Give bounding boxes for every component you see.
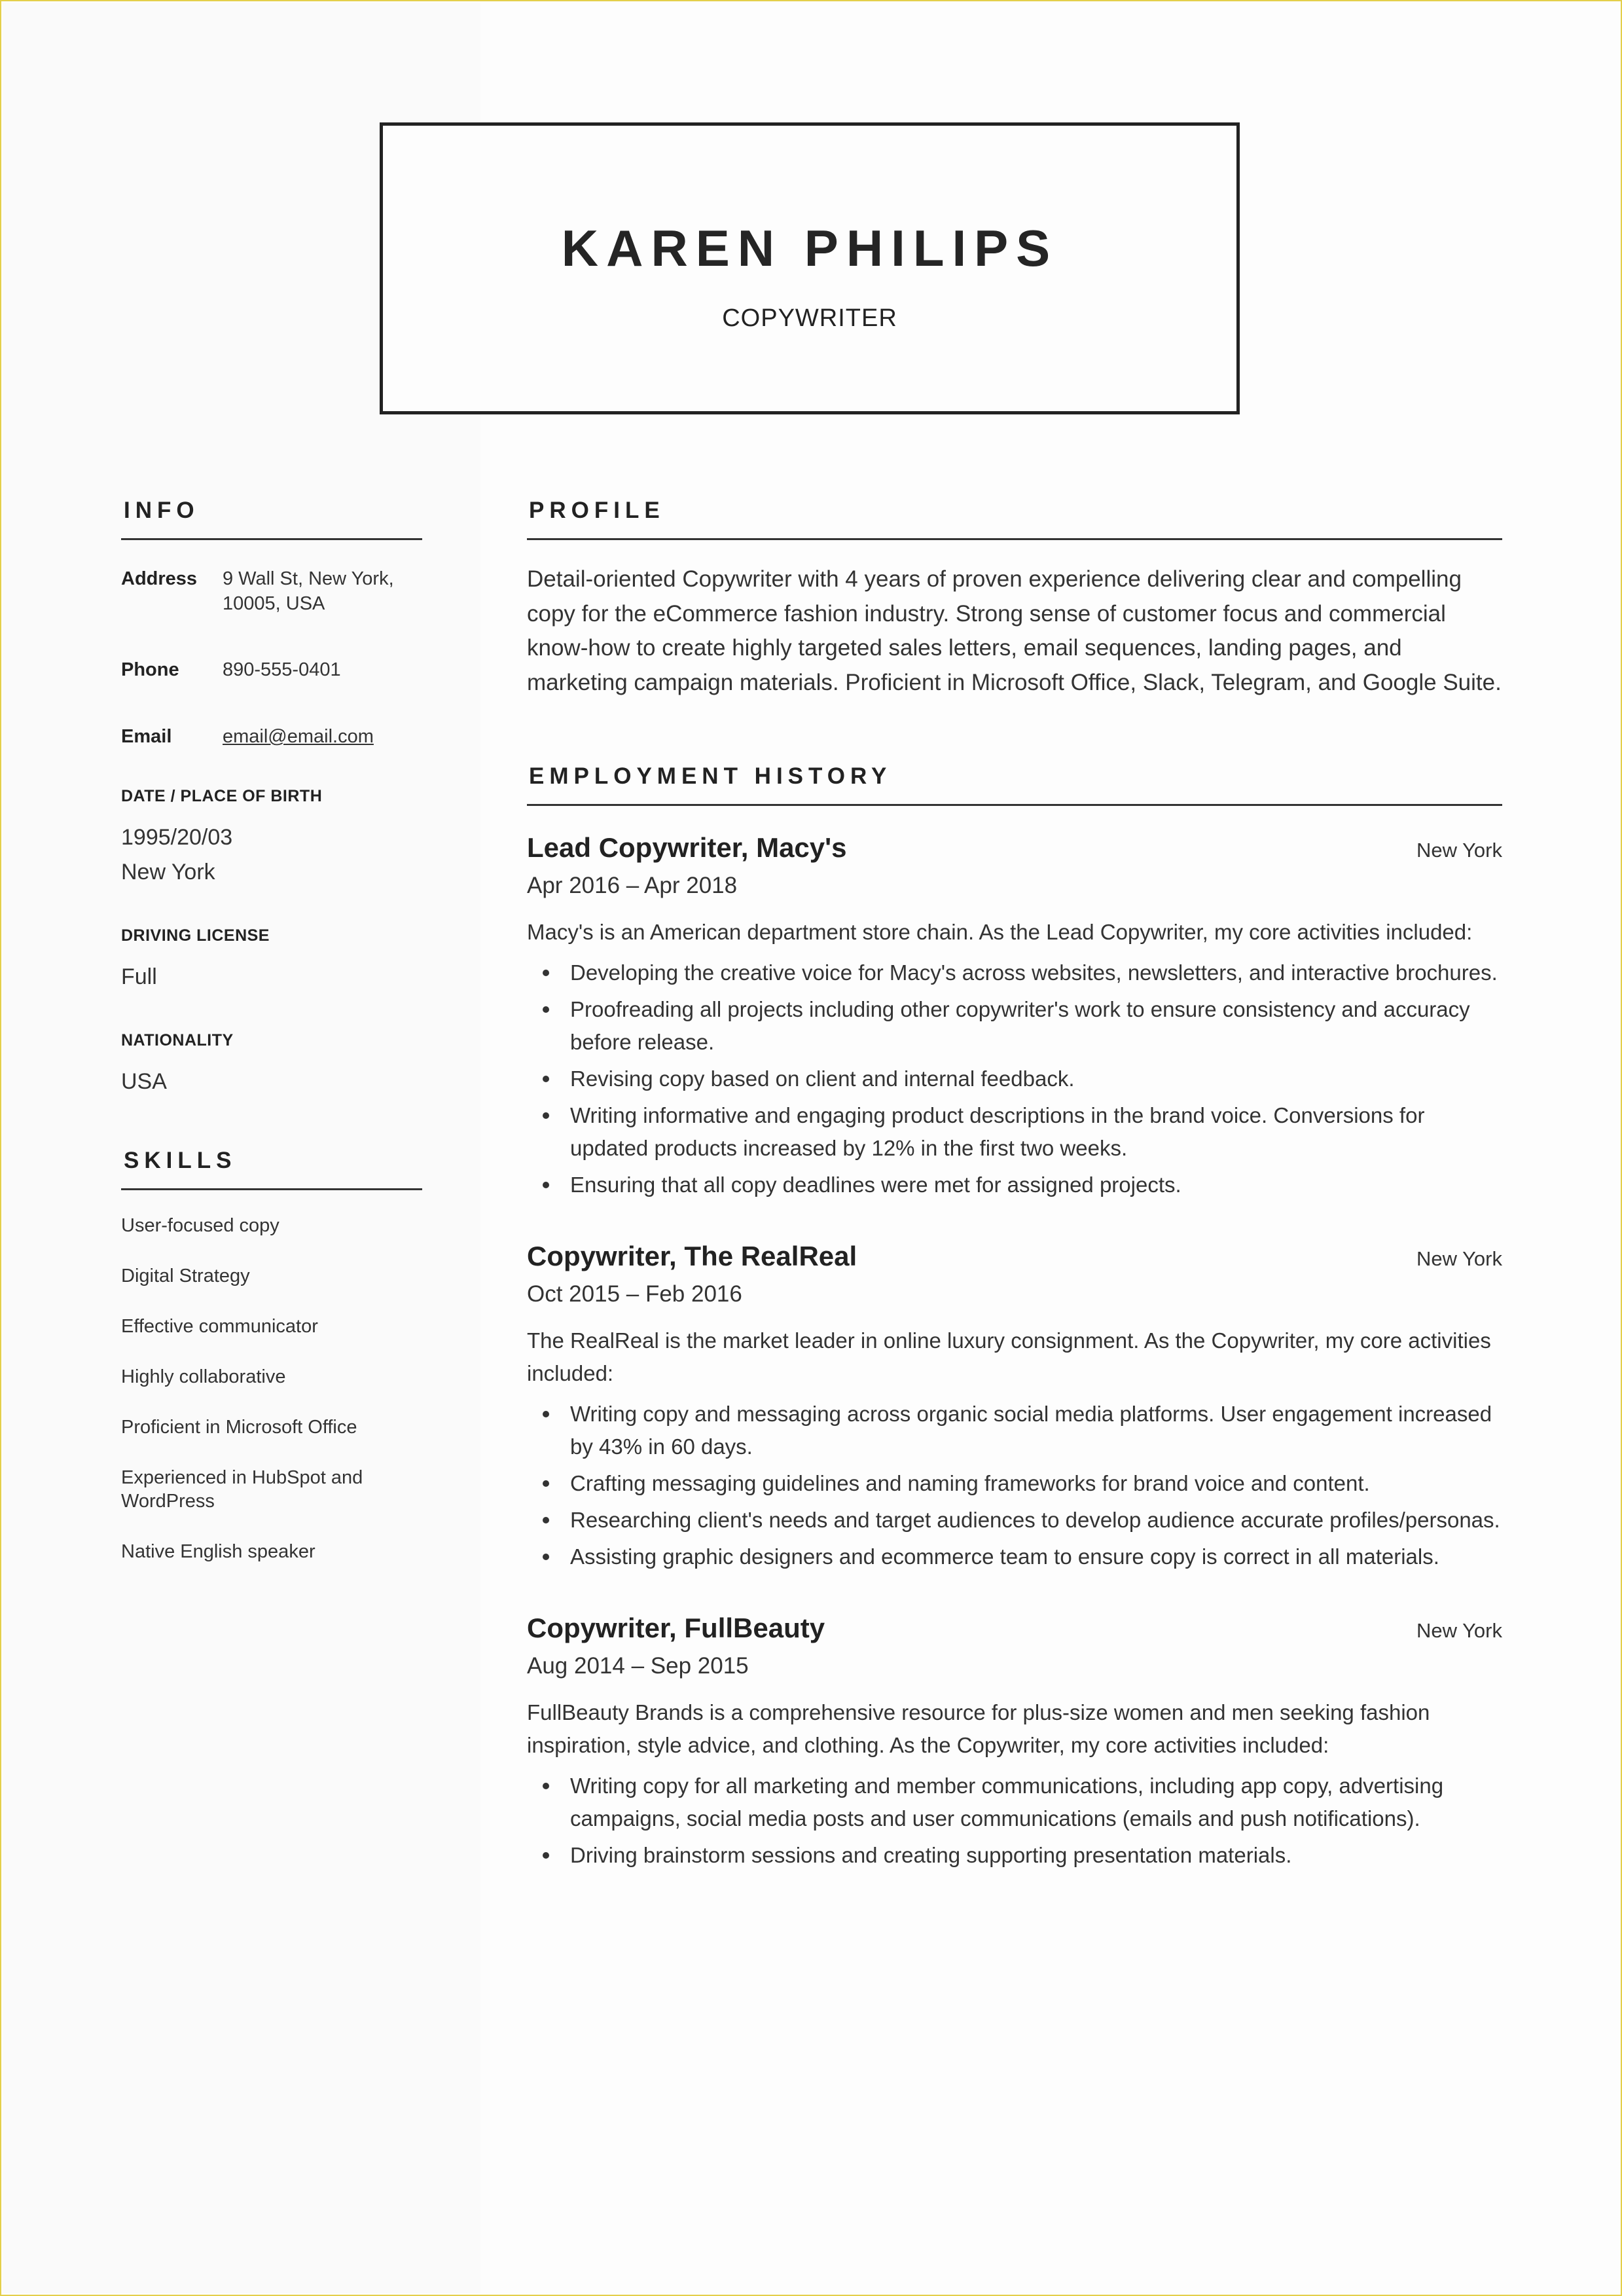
bullet-item: Researching client's needs and target audiences to develop audience accurate profiles/personas. bbox=[527, 1504, 1502, 1537]
profile-heading: PROFILE bbox=[527, 498, 1502, 540]
job-location: New York bbox=[1416, 1247, 1502, 1270]
job-location: New York bbox=[1416, 839, 1502, 862]
job-dates: Oct 2015 – Feb 2016 bbox=[527, 1281, 742, 1307]
birth-place: New York bbox=[121, 860, 215, 884]
birth-label: DATE / PLACE OF BIRTH bbox=[121, 787, 323, 805]
job-bullets bbox=[527, 1398, 1502, 1573]
main-content bbox=[527, 498, 1502, 1872]
nationality-label: NATIONALITY bbox=[121, 1031, 234, 1049]
info-block bbox=[121, 566, 422, 1099]
email-link[interactable]: email@email.com bbox=[223, 726, 374, 747]
address-line1: 9 Wall St, New York, bbox=[223, 568, 394, 589]
job-description: Macy's is an American department store chain. As the Lead Copywriter, my core activities included: bbox=[527, 920, 1473, 944]
phone-value: 890-555-0401 bbox=[223, 659, 341, 680]
address-value bbox=[223, 566, 394, 616]
bullet-item: Writing copy for all marketing and member communications, including app copy, advertising campaigns, social media posts and user communications (emails and push notifications). bbox=[527, 1770, 1502, 1835]
skills-heading: SKILLS bbox=[121, 1148, 422, 1190]
job-location: New York bbox=[1416, 1619, 1502, 1642]
bullet-item: Writing informative and engaging product descriptions in the brand voice. Conversions for updated products increased by 12% in the first two weeks. bbox=[527, 1099, 1502, 1165]
bullet-item: Proofreading all projects including other copywriter's work to ensure consistency and accuracy before release. bbox=[527, 993, 1502, 1059]
bullet-item: Driving brainstorm sessions and creating supporting presentation materials. bbox=[527, 1839, 1502, 1872]
bullet-item: Revising copy based on client and internal feedback. bbox=[527, 1063, 1502, 1095]
skills-list bbox=[121, 1214, 422, 1563]
employment-heading: EMPLOYMENT HISTORY bbox=[527, 763, 1502, 806]
job-header bbox=[527, 1241, 1502, 1272]
phone-row bbox=[121, 657, 422, 682]
job-title: COPYWRITER bbox=[722, 304, 897, 332]
email-row bbox=[121, 724, 422, 749]
job-header bbox=[527, 832, 1502, 864]
address-label: Address bbox=[121, 568, 198, 589]
job-bullets bbox=[527, 957, 1502, 1201]
job-header bbox=[527, 1613, 1502, 1644]
sidebar bbox=[121, 498, 422, 1563]
job-dates: Aug 2014 – Sep 2015 bbox=[527, 1653, 749, 1679]
skill-item: Highly collaborative bbox=[121, 1366, 286, 1387]
skill-item: Digital Strategy bbox=[121, 1266, 250, 1286]
bullet-item: Assisting graphic designers and ecommerce team to ensure copy is correct in all materials. bbox=[527, 1540, 1502, 1573]
header-box bbox=[380, 122, 1240, 414]
address-row bbox=[121, 566, 422, 616]
job-title: Copywriter, The RealReal bbox=[527, 1241, 857, 1271]
bullet-item: Ensuring that all copy deadlines were met for assigned projects. bbox=[527, 1169, 1502, 1201]
job-description: FullBeauty Brands is a comprehensive resource for plus-size women and men seeking fashion inspiration, style advice, and clothing. As the Copywriter, my core activities included: bbox=[527, 1700, 1430, 1757]
skill-item: User-focused copy bbox=[121, 1215, 279, 1236]
job-title: Copywriter, FullBeauty bbox=[527, 1613, 825, 1643]
job-description: The RealReal is the market leader in online luxury consignment. As the Copywriter, my core activities included: bbox=[527, 1328, 1491, 1385]
job-dates: Apr 2016 – Apr 2018 bbox=[527, 873, 738, 898]
license-label: DRIVING LICENSE bbox=[121, 926, 270, 945]
nationality-value: USA bbox=[121, 1069, 167, 1094]
email-label: Email bbox=[121, 726, 172, 747]
phone-label: Phone bbox=[121, 659, 179, 680]
person-name: KAREN PHILIPS bbox=[561, 219, 1058, 277]
bullet-item: Writing copy and messaging across organic social media platforms. User engagement increased by 43% in 60 days. bbox=[527, 1398, 1502, 1463]
job-entry bbox=[527, 1241, 1502, 1573]
address-line2: 10005, USA bbox=[223, 593, 325, 614]
job-title: Lead Copywriter, Macy's bbox=[527, 832, 847, 863]
bullet-item: Developing the creative voice for Macy's across websites, newsletters, and interactive brochures. bbox=[527, 957, 1502, 989]
skill-item: Experienced in HubSpot and WordPress bbox=[121, 1467, 363, 1512]
license-value: Full bbox=[121, 964, 157, 989]
job-entry bbox=[527, 832, 1502, 1201]
birth-value bbox=[121, 820, 422, 890]
bullet-item: Crafting messaging guidelines and naming frameworks for brand voice and content. bbox=[527, 1467, 1502, 1500]
job-bullets bbox=[527, 1770, 1502, 1872]
birth-date: 1995/20/03 bbox=[121, 825, 233, 850]
skill-item: Proficient in Microsoft Office bbox=[121, 1417, 357, 1438]
info-heading: INFO bbox=[121, 498, 422, 540]
profile-text: Detail-oriented Copywriter with 4 years of proven experience delivering clear and compelling copy for the eCommerce fashion industry. Strong sense of customer focus and commercial know-how to create highly targeted sales letters, email sequences, landing pages, and marketing campaign materials. Proficient in Microsoft Office, Slack, Telegram, and Google Suite. bbox=[527, 566, 1502, 695]
skill-item: Native English speaker bbox=[121, 1541, 315, 1562]
job-entry bbox=[527, 1613, 1502, 1872]
skill-item: Effective communicator bbox=[121, 1316, 318, 1337]
